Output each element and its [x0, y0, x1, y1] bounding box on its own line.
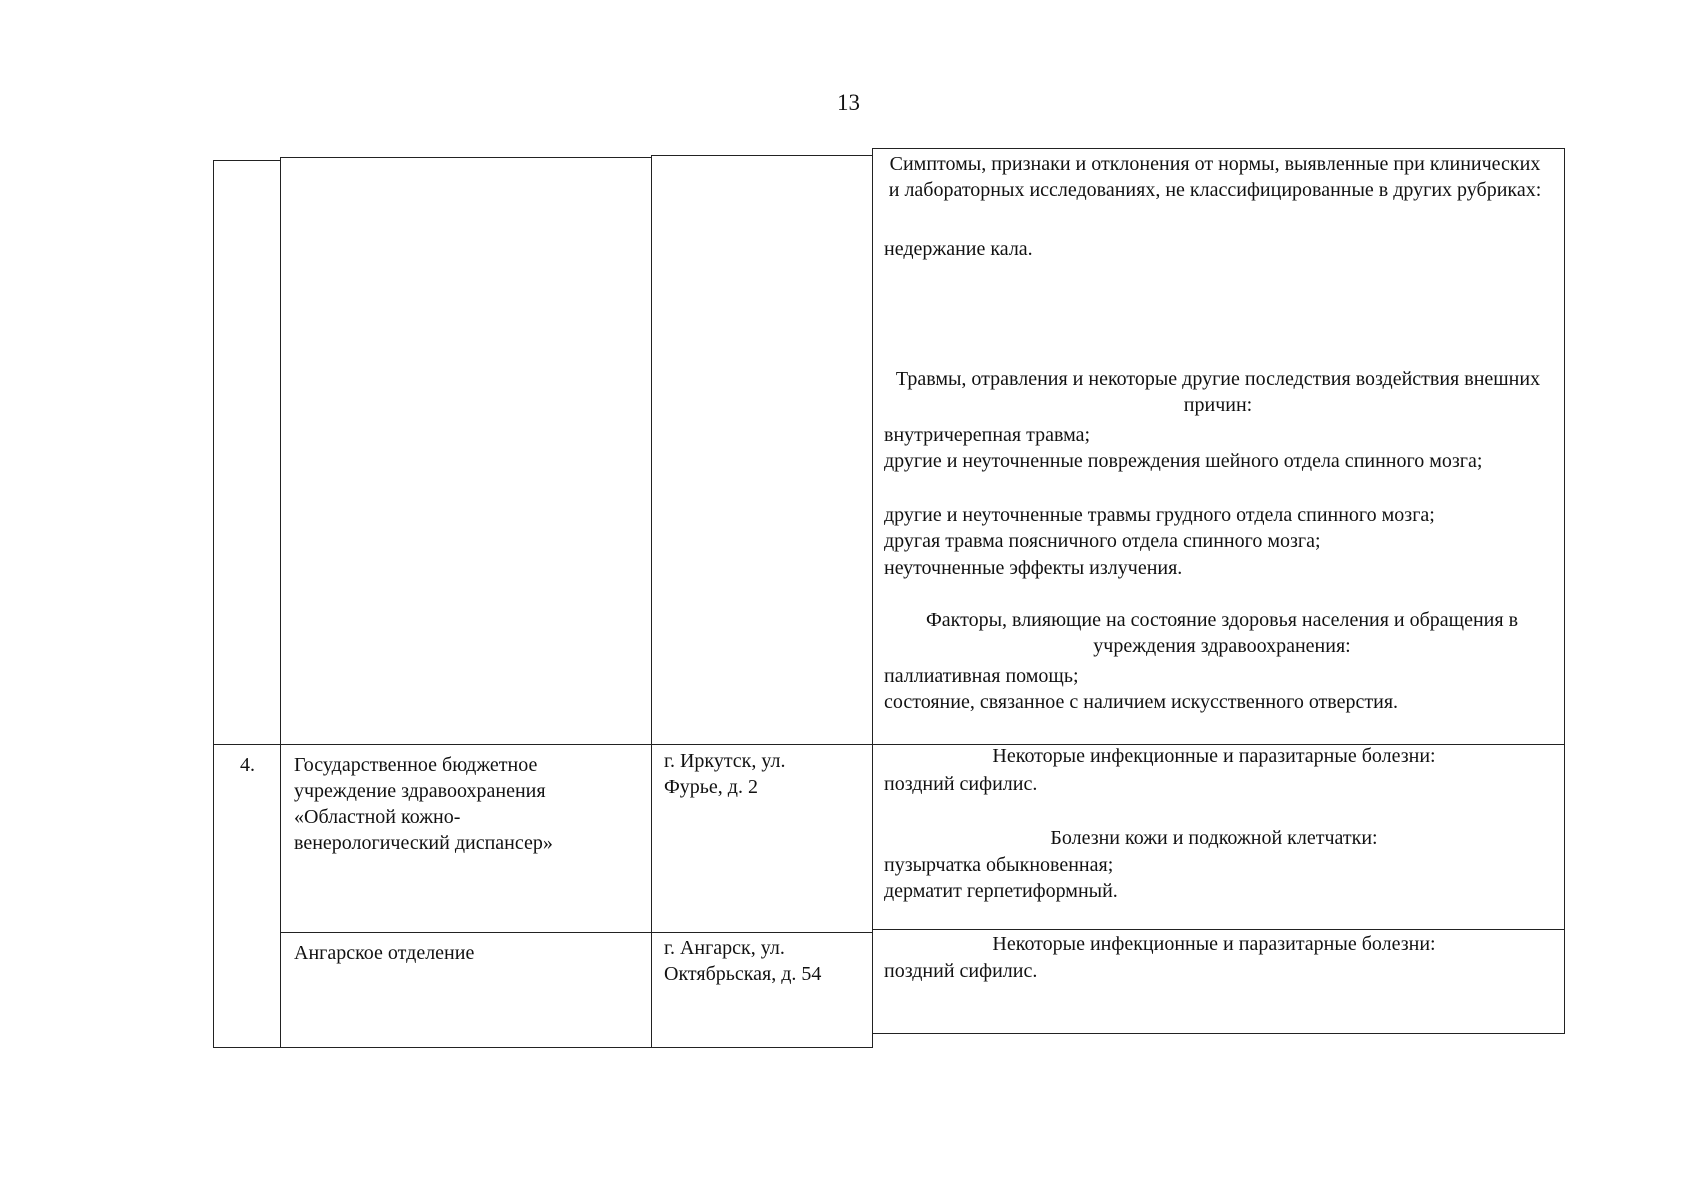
branch-group1-item-1: поздний сифилис.: [884, 960, 1038, 982]
continuation-number-cell: [213, 160, 281, 745]
continuation-group1-heading: Симптомы, признаки и отклонения от нормы, выявленные при клинических и лабораторных исследованиях, не классифицированные в других рубриках:: [888, 153, 1542, 201]
continuation-group2-item-3: другие и неуточненные травмы грудного отдела спинного мозга;: [884, 504, 1435, 526]
continuation-group2-item-4: другая травма поясничного отдела спинного мозга;: [884, 530, 1321, 552]
branch-group1-heading: Некоторые инфекционные и паразитарные болезни:: [992, 933, 1436, 955]
row4-address: г. Иркутск, ул. Фурье, д. 2: [664, 750, 786, 798]
continuation-group1-item-1: недержание кала.: [884, 238, 1033, 260]
continuation-institution-cell: [280, 157, 652, 745]
continuation-group2-item-5: неуточненные эффекты излучения.: [884, 557, 1183, 579]
row4-institution: Государственное бюджетное учреждение здравоохранения «Областной кожно-венерологический диспансер»: [294, 754, 553, 854]
row4-group2-item-1: пузырчатка обыкновенная;: [884, 854, 1114, 876]
row4-number-cell: [213, 744, 281, 1048]
row4-group2-item-2: дерматит герпетиформный.: [884, 880, 1118, 902]
continuation-group2-heading: Травмы, отравления и некоторые другие последствия воздействия внешних причин:: [895, 368, 1541, 416]
continuation-group3-item-1: паллиативная помощь;: [884, 665, 1079, 687]
continuation-group2-item-1: внутричерепная травма;: [884, 424, 1091, 446]
continuation-address-cell: [651, 155, 873, 745]
row4-number: 4.: [240, 754, 255, 776]
continuation-group3-heading: Факторы, влияющие на состояние здоровья населения и обращения в учреждения здравоохранения:: [925, 609, 1519, 657]
continuation-group2-item-2: другие и неуточненные повреждения шейного отдела спинного мозга;: [884, 450, 1483, 472]
row4-group2-heading: Болезни кожи и подкожной клетчатки:: [1050, 827, 1378, 849]
continuation-group3-item-2: состояние, связанное с наличием искусственного отверстия.: [884, 691, 1399, 713]
page-number: 13: [837, 90, 860, 115]
row4-group1-heading: Некоторые инфекционные и паразитарные болезни:: [992, 745, 1436, 767]
branch-institution: Ангарское отделение: [294, 942, 475, 964]
branch-address: г. Ангарск, ул. Октябрьская, д. 54: [664, 937, 822, 985]
row4-group1-item-1: поздний сифилис.: [884, 773, 1038, 795]
